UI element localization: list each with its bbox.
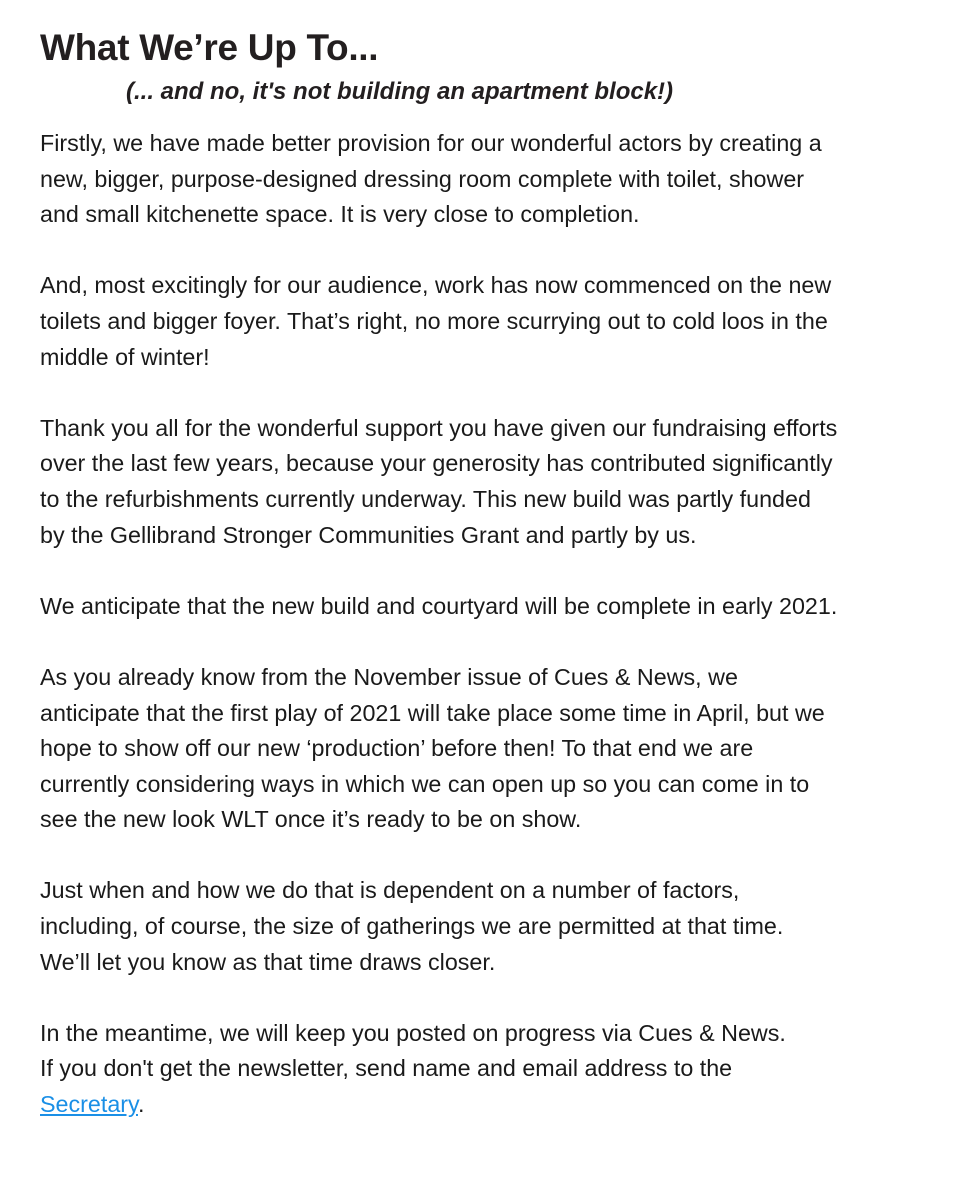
text-line: new, bigger, purpose-designed dressing room complete with toilet, shower [40,165,805,192]
text-line-with-link [40,1087,965,1123]
text-line: As you already know from the November issue of Cues & News, we [40,663,738,690]
paragraph-first-play [40,660,965,838]
secretary-link[interactable]: Secretary [40,1091,138,1118]
paragraph-gatherings [40,873,965,980]
paragraph-thank-you [40,411,965,553]
text-line: Thank you all for the wonderful support you have given our fundraising efforts [40,414,838,441]
text-line: hope to show off our new ‘production’ before then! To that end we are [40,735,754,762]
text-line: see the new look WLT once it’s ready to be on show. [40,806,582,833]
text-line: currently considering ways in which we can open up so you can come in to [40,770,810,797]
page-subtitle: (... and no, it's not building an apartment block!) [126,78,674,105]
paragraph-dressing-room [40,126,965,233]
link-trailing-punctuation: . [137,1091,145,1118]
text-line: In the meantime, we will keep you posted on progress via Cues & News. [40,1019,786,1046]
article-body [40,126,965,1123]
paragraph-toilets-foyer [40,268,965,375]
text-line: We anticipate that the new build and courtyard will be complete in early 2021. [40,592,838,619]
text-line: toilets and bigger foyer. That’s right, no more scurrying out to cold loos in the [40,307,828,334]
text-line: If you don't get the newsletter, send name and email address to the [40,1055,733,1082]
paragraph-completion [40,589,965,625]
article [40,0,965,1123]
text-line: over the last few years, because your generosity has contributed significantly [40,450,833,477]
paragraph-newsletter [40,1016,965,1123]
text-line: And, most excitingly for our audience, work has now commenced on the new [40,272,832,299]
text-line: We’ll let you know as that time draws closer. [40,948,496,975]
page-title: What We’re Up To... [40,27,379,68]
text-line: and small kitchenette space. It is very close to completion. [40,201,640,228]
text-line: middle of winter! [40,343,210,370]
text-line: anticipate that the first play of 2021 will take place some time in April, but we [40,699,825,726]
text-line: to the refurbishments currently underway. This new build was partly funded [40,485,811,512]
text-line: including, of course, the size of gatherings we are permitted at that time. [40,913,784,940]
text-line: Just when and how we do that is dependent on a number of factors, [40,877,740,904]
text-line: Firstly, we have made better provision for our wonderful actors by creating a [40,130,822,156]
text-line: by the Gellibrand Stronger Communities Grant and partly by us. [40,521,697,548]
